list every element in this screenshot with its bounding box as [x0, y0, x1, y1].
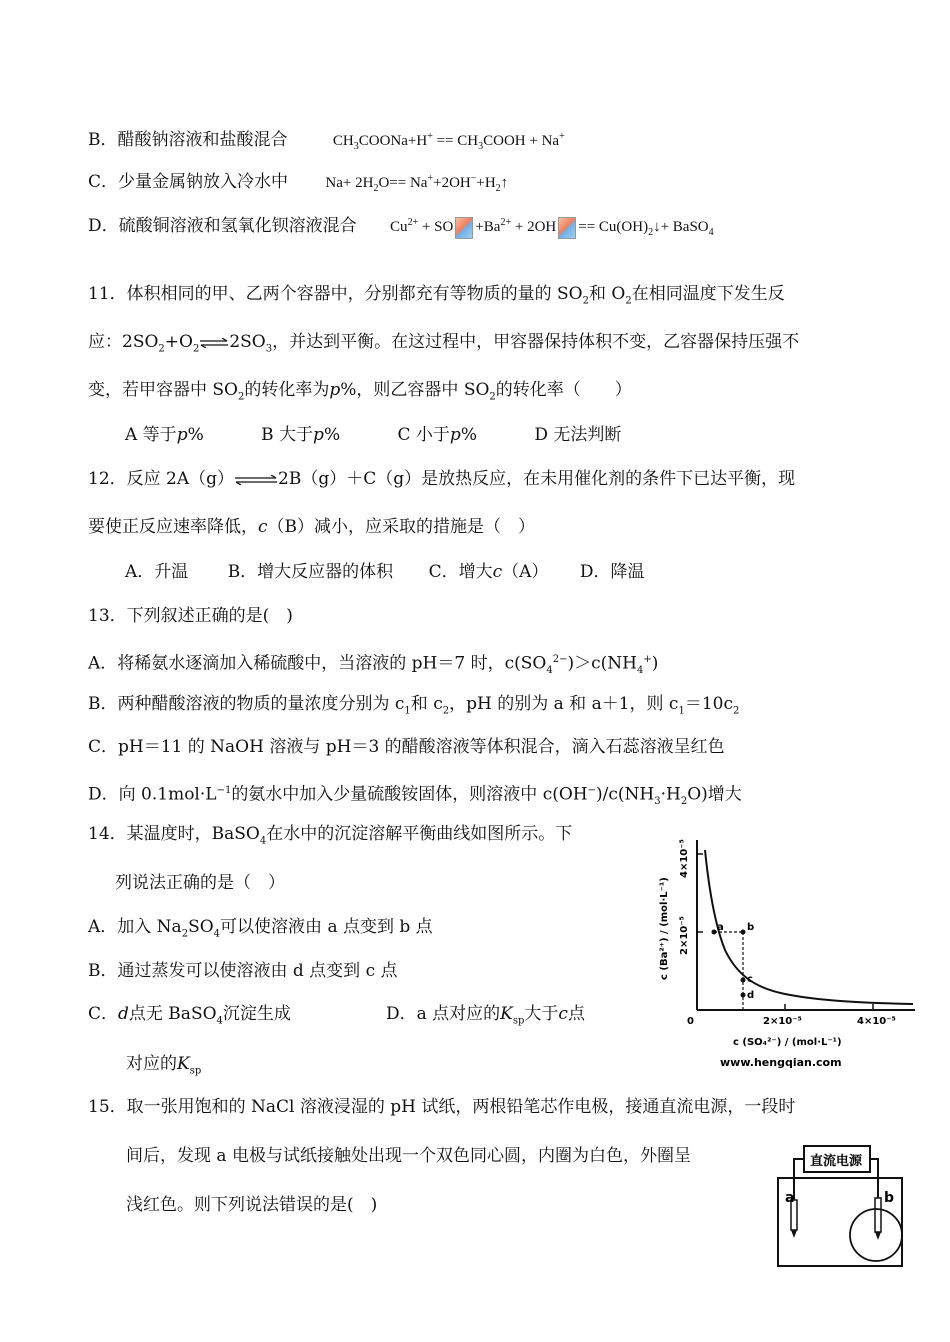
label-d: d — [747, 990, 755, 1001]
q11-option-b: B 大于p% — [261, 425, 341, 445]
electrode-b — [875, 1198, 881, 1232]
dc-power-label: 直流电源 — [810, 1154, 863, 1169]
q11-option-a: A 等于p% — [125, 425, 204, 445]
x-tick-2e-5: 2×10⁻⁵ — [763, 1016, 802, 1027]
q10-option-c: C．少量金属钠放入冷水中 $Na+ 2H_2O==$ $Na^++2OH^-+H_2↑$ — [88, 172, 509, 194]
y-tick-4e-5: 4×10⁻⁵ — [679, 839, 690, 878]
y-axis-label: c (Ba²⁺) / (mol·L⁻¹) — [659, 877, 670, 980]
label-b: b — [747, 922, 755, 933]
baso4-solubility-curve-figure — [645, 830, 920, 1075]
q14-option-b: B．通过蒸发可以使溶液由 d 点变到 c 点 — [88, 961, 398, 981]
q12-line2: 要使正反应速率降低，c（B）减小，应采取的措施是（ ） — [88, 517, 536, 537]
label-a: a — [717, 922, 724, 933]
q13-option-c: C．pH＝11 的 NaOH 溶液与 pH＝3 的醋酸溶液等体积混合，滴入石蕊溶液呈红色 — [88, 737, 725, 757]
q11-line3: 变，若甲容器中 $SO_2$的转化率为p%，则乙容器中 $SO_2$的转化率（ ） — [88, 380, 632, 403]
broken-image-icon — [558, 217, 576, 239]
origin-label: 0 — [687, 1016, 694, 1027]
q12-option-b: B．增大反应器的体积 — [227, 562, 394, 582]
q12-option-c: C．增大c（A） — [428, 562, 549, 582]
q11-line2: 应：$2SO_2+O_2$ $2SO_3$，并达到平衡。在这过程中，甲容器保持体积不变，乙容器保持压强不 — [88, 332, 800, 355]
q14-line1: 14．某温度时，BaSO$_4$在水中的沉淀溶解平衡曲线如图所示。下 — [88, 824, 573, 847]
q12-option-d: D．降温 — [579, 562, 645, 582]
q14-option-d: D．a 点对应的$K_{sp}$大于c点 — [386, 1004, 585, 1027]
label-c: c — [747, 974, 753, 985]
point-c — [741, 978, 746, 983]
y-tick-2e-5: 2×10⁻⁵ — [679, 916, 690, 955]
broken-image-icon — [455, 217, 473, 239]
q12-option-a: A．升温 — [125, 562, 189, 582]
q13-option-d: D．向 $0.1mol\cdot L^{-1}$的氨水中加入少量硫酸铵固体，则溶液中 $c(OH^-)/c(NH_3\cdot H_2O)$增大 — [88, 784, 742, 808]
q15-line3: 浅红色。则下列说法错误的是( ) — [126, 1195, 378, 1215]
q15-line1: 15．取一张用饱和的 NaCl 溶液浸湿的 pH 试纸，两根铅笔芯作电极，接通直流电源，一段时 — [88, 1097, 796, 1117]
q10-option-b: B．醋酸钠溶液和盐酸混合 $CH_3COONa+H^+$ == $CH_3COOH + Na^+$ — [88, 130, 565, 152]
q10-b-equation: $CH_3COONa+H^+$ == $CH_3COOH + Na^+$ — [332, 131, 565, 152]
q14-option-a: A．加入 $Na_2SO_4$可以使溶液由 a 点变到 b 点 — [88, 917, 433, 940]
point-d — [741, 993, 746, 998]
q10-option-d: D．硫酸铜溶液和氢氧化钡溶液混合 $Cu^{2+}$ + SO $+Ba^{2+} + 2OH$ == $Cu(OH)_2↓+$ BaSO$_4$ — [88, 216, 714, 238]
q11-options — [125, 424, 621, 446]
q12-options — [125, 561, 644, 583]
q14-option-d-cont: 对应的$K_{sp}$ — [126, 1054, 202, 1077]
q11-option-d: D 无法判断 — [534, 425, 622, 445]
watermark: www.hengqian.com — [720, 1056, 842, 1069]
equilibrium-arrow-icon — [234, 475, 278, 485]
q13-option-a: A．将稀氨水逐滴加入稀硫酸中，当溶液的 pH＝7 时，$c(SO_4^{2-})>c(NH_4^+)$ — [88, 653, 659, 677]
q13-option-b: B．两种醋酸溶液的物质的量浓度分别为 $c_1$和 $c_2$，pH 的别为 a 和 a＋1，则 $c_1=10c_2$ — [88, 694, 740, 717]
q11-line1: 11．体积相同的甲、乙两个容器中，分别都充有等物质的量的 $SO_2$和 $O_2$在相同温度下发生反 — [88, 284, 785, 307]
equilibrium-arrow-icon — [199, 338, 229, 348]
electrolysis-setup-figure — [770, 1140, 910, 1270]
q14-option-c: C．d点无 BaSO$_4$沉淀生成 — [88, 1004, 291, 1027]
electrode-a-label: a — [785, 1190, 795, 1206]
q14-line2: 列说法正确的是（ ） — [115, 873, 285, 893]
q11-option-c: C 小于p% — [397, 425, 477, 445]
q10-d-equation: $Cu^{2+}$ + SO $+Ba^{2+} + 2OH$ == $Cu(OH)_2↓+$ BaSO$_4$ — [390, 217, 714, 238]
q12-line1: 12．反应 2A（g） 2B（g）＋C（g）是放热反应，在未用催化剂的条件下已达平衡，现 — [88, 469, 796, 489]
x-axis-label: c (SO₄²⁻) / (mol·L⁻¹) — [733, 1037, 842, 1048]
x-tick-4e-5: 4×10⁻⁵ — [857, 1016, 896, 1027]
point-b — [741, 930, 746, 935]
q15-line2: 间后，发现 a 电极与试纸接触处出现一个双色同心圆，内圈为白色，外圈呈 — [126, 1146, 691, 1166]
equilibrium-curve — [705, 850, 913, 1004]
point-a — [712, 930, 717, 935]
electrode-b-label: b — [884, 1190, 895, 1206]
q13-stem: 13．下列叙述正确的是( ) — [88, 606, 293, 626]
q10-c-equation: $Na+ 2H_2O==$ $Na^++2OH^-+H_2↑$ — [325, 173, 509, 194]
